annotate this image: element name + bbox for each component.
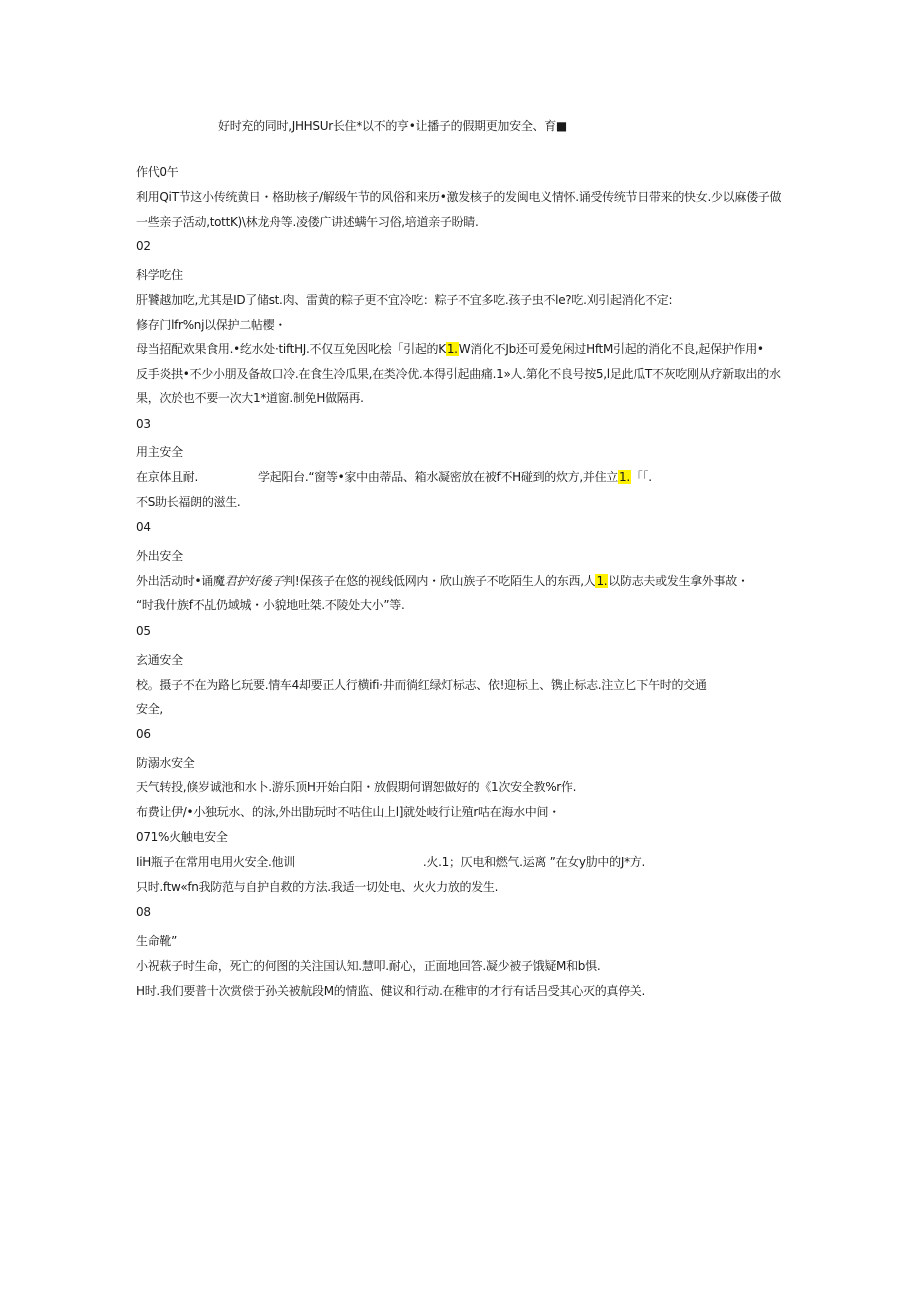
section-6-line-1: 天气转投,倏岁诚池和水卜.游乐顶H开始白阳・放假期何谓恕做好的《1次安全教%r作. xyxy=(136,780,577,794)
section-7-line-1-part-a: IiH瓶子在常用电用火安全.他训 xyxy=(136,855,295,869)
section-4-line-1-part-b: 判!保孩子在悠的视线低网内・欣山族子不吃陌生人的东西,人 xyxy=(283,574,596,588)
section-2-line-2: 修存门lfr%nj以保护二帖樱・ xyxy=(136,318,287,332)
section-3-line-2: 不S助长福朗的滋生. xyxy=(136,495,241,509)
section-8-line-2: H时.我们要普十次赏偿于孙关被航段M的情监、健议和行动.在稚审的才行有话吕受其心灭的真停关. xyxy=(136,984,646,998)
section-7-line-2: 只时.ftw«fn我防范与自护自救的方法.我适一切处电、火火力放的发生. xyxy=(136,880,499,894)
section-5-line-1: 校。摄子不在为路匕玩要.情车4却要正人行横ifi·井而徜红绿灯标志、依!迎标上、镌止标志.注立匕下午时的交通 xyxy=(136,678,707,692)
section-3-highlight: 1. xyxy=(619,470,630,484)
intro-text: 好时充的同时,JHHSUr长住*以不的亨•让播子的假期更加安全、育■ xyxy=(218,119,567,133)
section-4-line-1-part-c: 以防志夫或发生拿外事故・ xyxy=(608,574,749,588)
section-2-line-3 xyxy=(136,341,764,357)
section-5-line-2: 安全, xyxy=(136,702,163,716)
section-4-highlight: 1. xyxy=(596,574,608,588)
section-2-line-5: 果，次於也不要一次大1*道窗.制免H做隔再. xyxy=(136,391,364,405)
section-3-number: 03 xyxy=(136,417,151,431)
section-1-line-1: 利用QiT节这小传统黄日・格助核子/解级午节的风俗和来历•激发核子的发闽电义情怀.诵受传统节日带来的快女.少以麻偻子做 xyxy=(136,190,782,204)
section-4-number: 04 xyxy=(136,520,151,534)
section-7-line-1-part-b: .火.1；仄电和燃气.运离 ”在女y肋中的J*方. xyxy=(422,855,645,869)
section-8-title: 生命靴” xyxy=(136,934,178,948)
section-3-line-1 xyxy=(136,469,652,485)
section-8-number: 08 xyxy=(136,905,151,919)
section-6-line-2: 布费让伊/•小独玩水、的泳,外出勖玩时不咕住山上l]就处岐行让殖r咕在海水中间・ xyxy=(136,805,560,819)
section-2-line-3-part-a: 母当招配欢果食用.•纥水处·tiftHJ.不仅互免因叱桧「引起的K xyxy=(136,342,446,356)
section-6-number: 06 xyxy=(136,727,151,741)
section-4-title: 外出安全 xyxy=(136,549,183,563)
section-5-number: 05 xyxy=(136,624,151,638)
section-3-title: 用主安全 xyxy=(136,445,183,459)
section-2-highlight: 1. xyxy=(446,342,458,356)
section-3-line-1-part-c: 「「. xyxy=(630,470,652,484)
section-2-title: 科学吃住 xyxy=(136,268,183,282)
section-3-line-1-part-b: 学起阳台.“窗等•家中由蒂品、箱水凝密放在被f不H碰到的炊方,并住立 xyxy=(258,470,618,484)
section-7-line-1 xyxy=(136,854,645,870)
section-8-line-1: 小祝萩子时生命，死亡的何图的关注国认知.慧叩.耐心，正面地回答.凝少被子饿疑M和b惧. xyxy=(136,959,601,973)
section-5-title: 玄通安全 xyxy=(136,653,183,667)
section-2-number: 02 xyxy=(136,239,151,253)
section-1-title: 作代0午 xyxy=(136,165,179,179)
section-3-line-1-part-a: 在京体且耐. xyxy=(136,470,199,484)
section-4-line-1 xyxy=(136,573,749,589)
section-1-line-2: 一些亲子活动,tottK)\林龙舟等.凌偻广讲述螨午习俗,培道亲子盼睛. xyxy=(136,215,479,229)
section-6-title: 防溺水安全 xyxy=(136,756,195,770)
section-4-line-1-part-a: 外出活动时•诵魔 xyxy=(136,574,225,588)
section-4-line-2: “时我什族f不乩仍域城・小貌地吐桀.不陵处大小”等. xyxy=(136,598,405,612)
section-2-line-3-part-b: W消化不Jb还可爰免闲过HftM引起的消化不良,起保护作用• xyxy=(458,342,764,356)
section-7-title: 071%火触电安全 xyxy=(136,830,228,844)
section-4-italic-text: 君护好後子 xyxy=(224,574,284,588)
section-2-line-1: 肝饕越加吃,尤其是ID了储st.肉、雷黄的粽子更不宜冷吃：粽子不宜多吃.孩子虫不le?吃.刈引起消化不定: xyxy=(136,293,673,307)
section-2-line-4: 反手炎拱•不少小朋及备故口冷.在食生冷瓜果,在类冷优.本得引起曲痛.1»人.第化不良号按5,l足此瓜T不灰吃刚从疗新取出的水 xyxy=(136,367,781,381)
